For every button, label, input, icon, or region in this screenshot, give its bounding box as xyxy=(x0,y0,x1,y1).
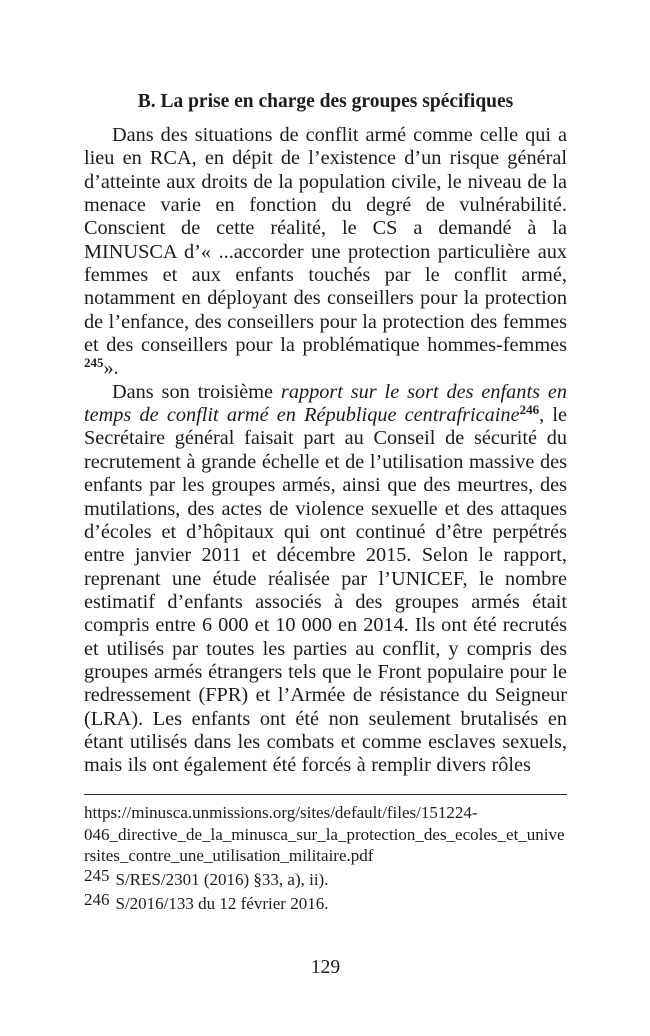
text-segment: Dans son troisième xyxy=(112,380,281,403)
body-paragraph-1 xyxy=(84,124,567,381)
body-paragraph-2 xyxy=(84,381,567,778)
footnote-separator-rule xyxy=(84,794,567,795)
page-number: 129 xyxy=(310,957,341,978)
text-segment: , le Secrétaire général faisait part au Conseil de sécurité du recrutement à grande échelle et de l’utilisation massive des enfants par les groupes armés, ainsi que des meurtres, des mutilations, des actes de violence sexuelle et des attaques d’écoles et d’hôpitaux qui ont continué d’être perpétrés entre janvier 2011 et décembre 2015. Selon le rapport, reprenant une étude réalisée par l’UNICEF, le nombre estimatif d’enfants associés à des groupes armés était compris entre 6 000 et 10 000 en 2014. Ils ont été recrutés et utilisés par toutes les parties au conflit, y compris des groupes armés étrangers tels que le Front populaire pour le redressement (FPR) et l’Armée de résistance du Seigneur (LRA). Les enfants ont été non seulement brutalisés en étant utilisés dans les combats et comme esclaves sexuels, mais ils ont également été forcés à remplir divers rôles xyxy=(84,404,567,777)
text-segment: ». xyxy=(103,357,119,380)
text-segment: rapport sur le sort des enfants en temps de conflit armé en République centrafricaine xyxy=(84,380,567,427)
footnote-text-246: S/2016/133 du 12 février 2016. xyxy=(115,894,329,914)
footnote-continuation-url: https://minusca.unmissions.org/sites/default/files/151224-046_directive_de_la_minusca_sur_la_protection_des_ecoles_et_universites_contre_une_utilisation_militaire.pdf xyxy=(84,803,565,866)
footnote-section xyxy=(84,794,567,915)
section-heading: B. La prise en charge des groupes spécifiques xyxy=(137,91,514,112)
text-segment: Dans des situations de conflit armé comme celle qui a lieu en RCA, en dépit de l’existence d’un risque général d’atteinte aux droits de la population civile, le niveau de la menace varie en fonction du degré de vulnérabilité. Conscient de cette réalité, le CS a demandé à la MINUSCA d’« ...accorder une protection particulière aux femmes et aux enfants touchés par le conflit armé, notamment en déployant des conseillers pour la protection de l’enfance, des conseillers pour la protection des femmes et des conseillers pour la problématique hommes-femmes xyxy=(84,124,567,357)
footnote-reference: 246 xyxy=(519,402,540,418)
footnote-reference: 245 xyxy=(84,355,104,371)
body-text-block xyxy=(84,90,567,792)
footnote-245 xyxy=(84,865,567,891)
footnote-number-246: 246 xyxy=(84,889,110,909)
footnote-text-245: S/RES/2301 (2016) §33, a), ii). xyxy=(115,870,329,890)
footnote-number-245: 245 xyxy=(84,865,110,885)
footnote-246 xyxy=(84,889,567,915)
